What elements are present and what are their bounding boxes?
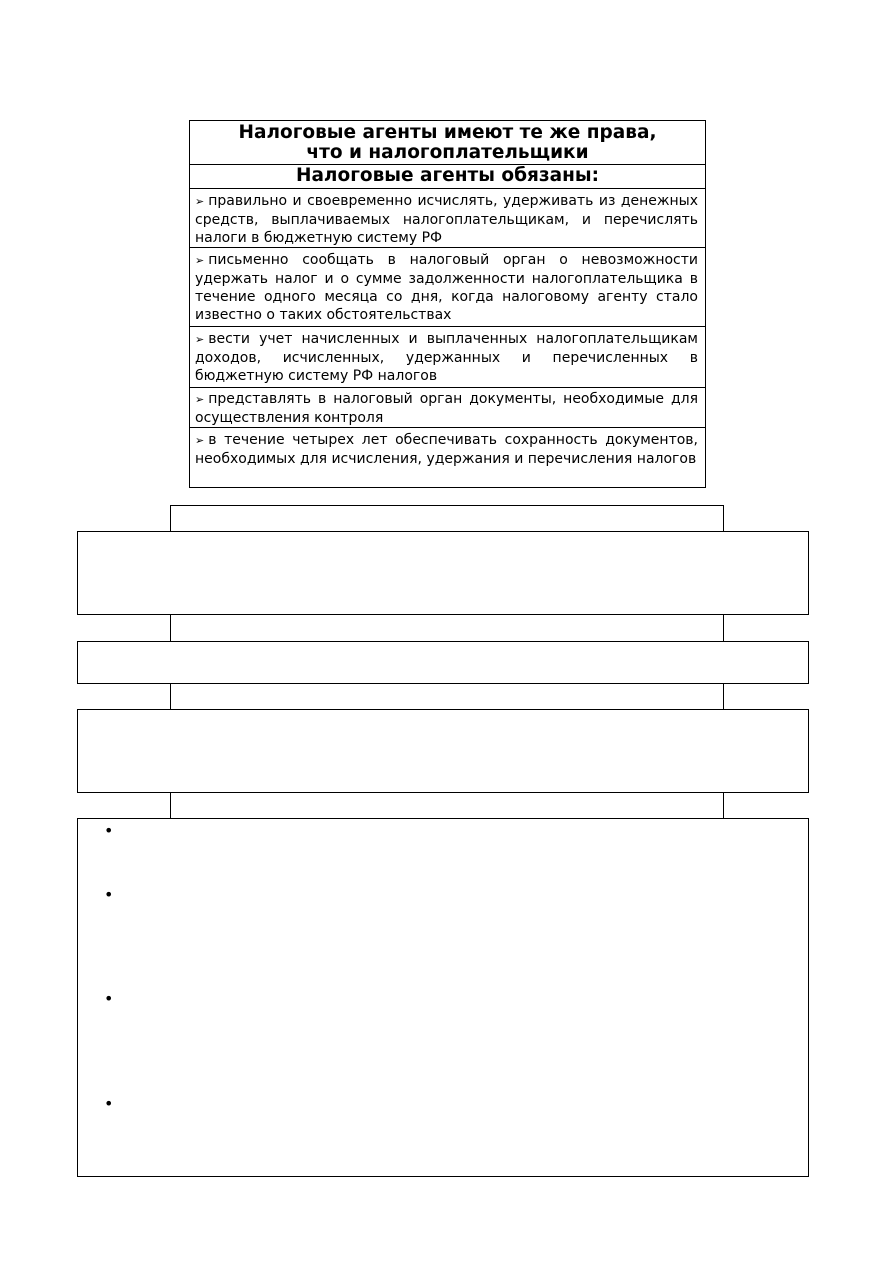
blank-box-3 [77, 709, 809, 793]
blank-connector-1 [170, 505, 724, 532]
duty-text-3: вести учет начисленных и выплаченных налогоплательщикам доходов, исчисленных, удержанных и перечисленных в бюджетную систему РФ налогов [195, 331, 698, 384]
blank-list-box [77, 818, 809, 1177]
duty-item-4 [190, 388, 705, 428]
bullet-4: • [104, 1094, 114, 1113]
duty-item-2 [190, 248, 705, 327]
duty-item-3 [190, 327, 705, 388]
arrow-bullet-icon: ➢ [195, 434, 205, 447]
blank-connector-4 [170, 792, 724, 819]
duty-text-2: письменно сообщать в налоговый орган о невозможности удержать налог и о сумме задолженности налогоплательщика в течение одного месяца со дня, когда налоговому агенту стало известно о таких обстоятельствах [195, 252, 698, 323]
duty-item-5 [190, 428, 705, 487]
bullet-2: • [104, 885, 114, 904]
title-line-1: Налоговые агенты имеют те же права, [238, 122, 657, 143]
arrow-bullet-icon: ➢ [195, 254, 205, 267]
arrow-bullet-icon: ➢ [195, 393, 205, 406]
tax-agents-table [189, 120, 706, 488]
title-line-2: что и налогоплательщики [306, 142, 589, 163]
blank-box-2 [77, 641, 809, 684]
table-subtitle: Налоговые агенты обязаны: [190, 165, 705, 189]
blank-connector-2 [170, 614, 724, 642]
blank-connector-3 [170, 683, 724, 710]
duty-text-4: представлять в налоговый орган документы, необходимые для осуществления контроля [195, 391, 698, 426]
blank-box-1 [77, 531, 809, 615]
bullet-1: • [104, 821, 114, 840]
arrow-bullet-icon: ➢ [195, 195, 205, 208]
table-title [190, 121, 705, 165]
duty-item-1 [190, 189, 705, 248]
duty-text-1: правильно и своевременно исчислять, удерживать из денежных средств, выплачиваемых налогоплательщикам, и перечислять налоги в бюджетную систему РФ [195, 193, 698, 246]
bullet-3: • [104, 989, 114, 1008]
arrow-bullet-icon: ➢ [195, 333, 205, 346]
duty-text-5: в течение четырех лет обеспечивать сохранность документов, необходимых для исчисления, удержания и перечисления налогов [195, 432, 698, 467]
